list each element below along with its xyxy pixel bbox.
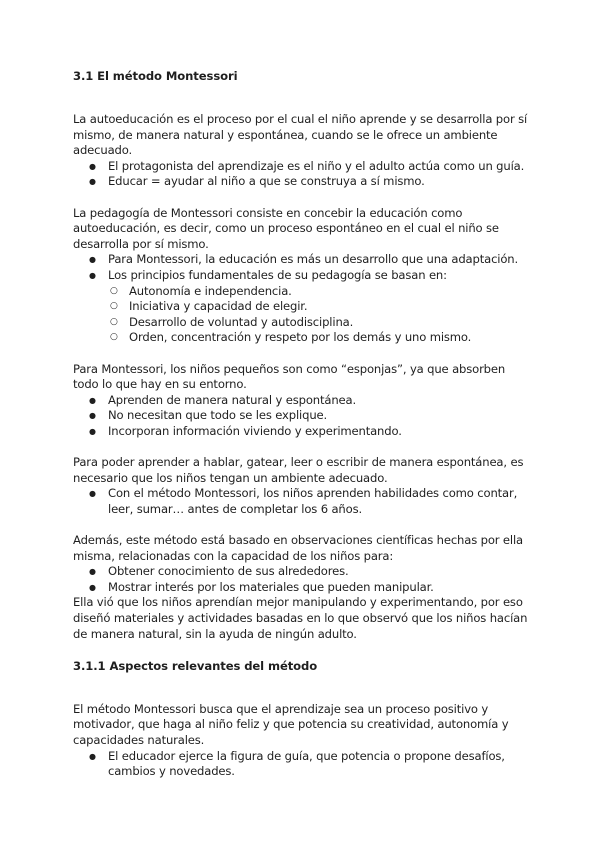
paragraph-observaciones: Además, este método está basado en observaciones científicas hechas por ella misma, relacionadas con la capacidad de los niños para:	[73, 533, 524, 563]
spacer	[73, 517, 530, 533]
paragraph-pedagogia: La pedagogía de Montessori consiste en concebir la educación como autoeducación, es decir, como un proceso espontáneo en el cual el niño se desarrolla por sí mismo.	[73, 205, 499, 251]
spacer	[73, 439, 530, 455]
spacer	[73, 642, 530, 658]
sub-list-principios	[108, 284, 530, 346]
spacer	[73, 190, 530, 206]
list-item-label: Los principios fundamentales de su pedagogía se basan en:	[108, 267, 447, 282]
list-item	[73, 268, 530, 346]
list-item: ● Aprenden de manera natural y espontánea.	[73, 393, 530, 409]
bullet-list-ambiente	[73, 486, 530, 517]
bullet-list-esponjas	[73, 393, 530, 440]
list-item: ● Mostrar interés por los materiales que pueden manipular.	[73, 580, 530, 596]
list-item: ● Educar = ayudar al niño a que se construya a sí mismo.	[73, 174, 530, 190]
list-item: ● Obtener conocimiento de sus alrededores.	[73, 564, 530, 580]
bullet-list-aspectos	[73, 749, 530, 780]
list-item: ● Incorporan información viviendo y experimentando.	[73, 424, 530, 440]
subsection-title: 3.1.1 Aspectos relevantes del método	[73, 658, 318, 673]
sub-list-item: ○ Desarrollo de voluntad y autodisciplina.	[73, 315, 530, 331]
section-title: 3.1 El método Montessori	[73, 69, 238, 83]
paragraph-materiales: Ella vió que los niños aprendían mejor manipulando y experimentando, por eso diseñó materiales y actividades basadas en lo que observó que los niños hacían de manera natural, sin la ayuda de ningún adulto.	[73, 595, 528, 641]
bullet-list-observaciones	[73, 564, 530, 595]
bullet-list-pedagogia	[73, 252, 530, 346]
paragraph-autoeducacion: La autoeducación es el proceso por el cual el niño aprende y se desarrolla por sí mismo, de manera natural y espontánea, cuando se le ofrece un ambiente adecuado.	[73, 112, 528, 158]
paragraph-aspectos: El método Montessori busca que el aprendizaje sea un proceso positivo y motivador, que haga al niño feliz y que potencia su creatividad, autonomía y capacidades naturales.	[73, 701, 509, 747]
paragraph-esponjas: Para Montessori, los niños pequeños son como “esponjas”, ya que absorben todo lo que hay en su entorno.	[73, 361, 506, 392]
spacer	[73, 688, 530, 702]
sub-list-item: ○ Autonomía e independencia.	[73, 284, 530, 300]
list-item: ● El protagonista del aprendizaje es el niño y el adulto actúa como un guía.	[73, 159, 530, 175]
bullet-list-autoeducacion	[73, 159, 530, 190]
list-item: ● Para Montessori, la educación es más un desarrollo que una adaptación.	[73, 252, 530, 268]
spacer	[73, 98, 530, 112]
list-item: ● No necesitan que todo se les explique.	[73, 408, 530, 424]
paragraph-ambiente: Para poder aprender a hablar, gatear, leer o escribir de manera espontánea, es necesario que los niños tengan un ambiente adecuado.	[73, 455, 524, 485]
list-item: ● Con el método Montessori, los niños aprenden habilidades como contar, leer, sumar… antes de completar los 6 años.	[73, 486, 530, 517]
sub-list-item: ○ Iniciativa y capacidad de elegir.	[73, 299, 530, 315]
list-item: ● El educador ejerce la figura de guía, que potencia o propone desafíos, cambios y novedades.	[73, 749, 530, 780]
spacer	[73, 346, 530, 362]
sub-list-item: ○ Orden, concentración y respeto por los demás y uno mismo.	[73, 330, 530, 346]
